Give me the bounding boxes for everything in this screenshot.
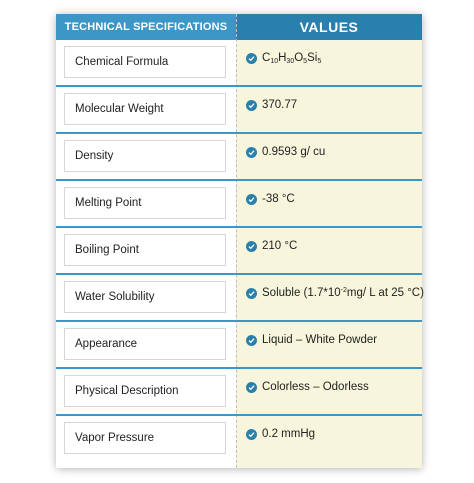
spec-label: Appearance [64, 328, 226, 360]
spec-value [246, 99, 297, 111]
formula-element: Si [307, 52, 318, 64]
check-circle-icon [246, 335, 257, 346]
check-circle-icon [246, 288, 257, 299]
vapor-pressure-value: 0.2 mmHg [262, 428, 316, 440]
check-circle-icon [246, 382, 257, 393]
spec-value [246, 193, 295, 205]
table-row [56, 40, 422, 87]
appearance-value: Liquid – White Powder [262, 334, 378, 346]
spec-value [246, 146, 325, 158]
formula-subscript: 30 [286, 58, 295, 65]
density-value: 0.9593 g/ cu [262, 146, 326, 158]
table-row [56, 369, 422, 416]
check-circle-icon [246, 53, 257, 64]
table-row [56, 322, 422, 369]
molecular-weight-value: 370.77 [262, 99, 298, 111]
spec-value [246, 287, 424, 299]
melting-point-value: -38 °C [262, 193, 295, 205]
water-solubility-main: Soluble (1.7*10 [262, 287, 341, 299]
table-row [56, 87, 422, 134]
chemical-formula-value [262, 52, 321, 65]
formula-element: H [278, 52, 287, 64]
boiling-point-value: 210 °C [262, 240, 298, 252]
spec-value [246, 334, 377, 346]
spec-label: Boiling Point [64, 234, 226, 266]
table-row [56, 275, 422, 322]
table-row [56, 134, 422, 181]
formula-element: C [262, 52, 271, 64]
check-circle-icon [246, 100, 257, 111]
spec-value [246, 381, 369, 393]
table-row [56, 416, 422, 463]
spec-label: Molecular Weight [64, 93, 226, 125]
spec-value [246, 240, 297, 252]
header-values: VALUES [236, 14, 422, 40]
formula-subscript: 5 [303, 58, 308, 65]
water-solubility-value [262, 287, 424, 299]
check-circle-icon [246, 241, 257, 252]
table-row [56, 228, 422, 275]
spec-label: Physical Description [64, 375, 226, 407]
formula-element: O [294, 52, 304, 64]
table-header [56, 14, 422, 40]
specifications-table [56, 14, 422, 468]
spec-value [246, 428, 315, 440]
water-solubility-exponent: -2 [340, 287, 347, 294]
spec-label: Vapor Pressure [64, 422, 226, 454]
spec-label: Water Solubility [64, 281, 226, 313]
water-solubility-unit: mg/ L at 25 °C) [346, 287, 424, 299]
spec-label: Density [64, 140, 226, 172]
physical-description-value: Colorless – Odorless [262, 381, 369, 393]
spec-value [246, 52, 321, 65]
check-circle-icon [246, 194, 257, 205]
check-circle-icon [246, 429, 257, 440]
formula-subscript: 5 [317, 58, 322, 65]
formula-subscript: 10 [270, 58, 279, 65]
spec-label: Chemical Formula [64, 46, 226, 78]
check-circle-icon [246, 147, 257, 158]
header-specifications: TECHNICAL SPECIFICATIONS [64, 21, 228, 33]
spec-label: Melting Point [64, 187, 226, 219]
table-row [56, 181, 422, 228]
